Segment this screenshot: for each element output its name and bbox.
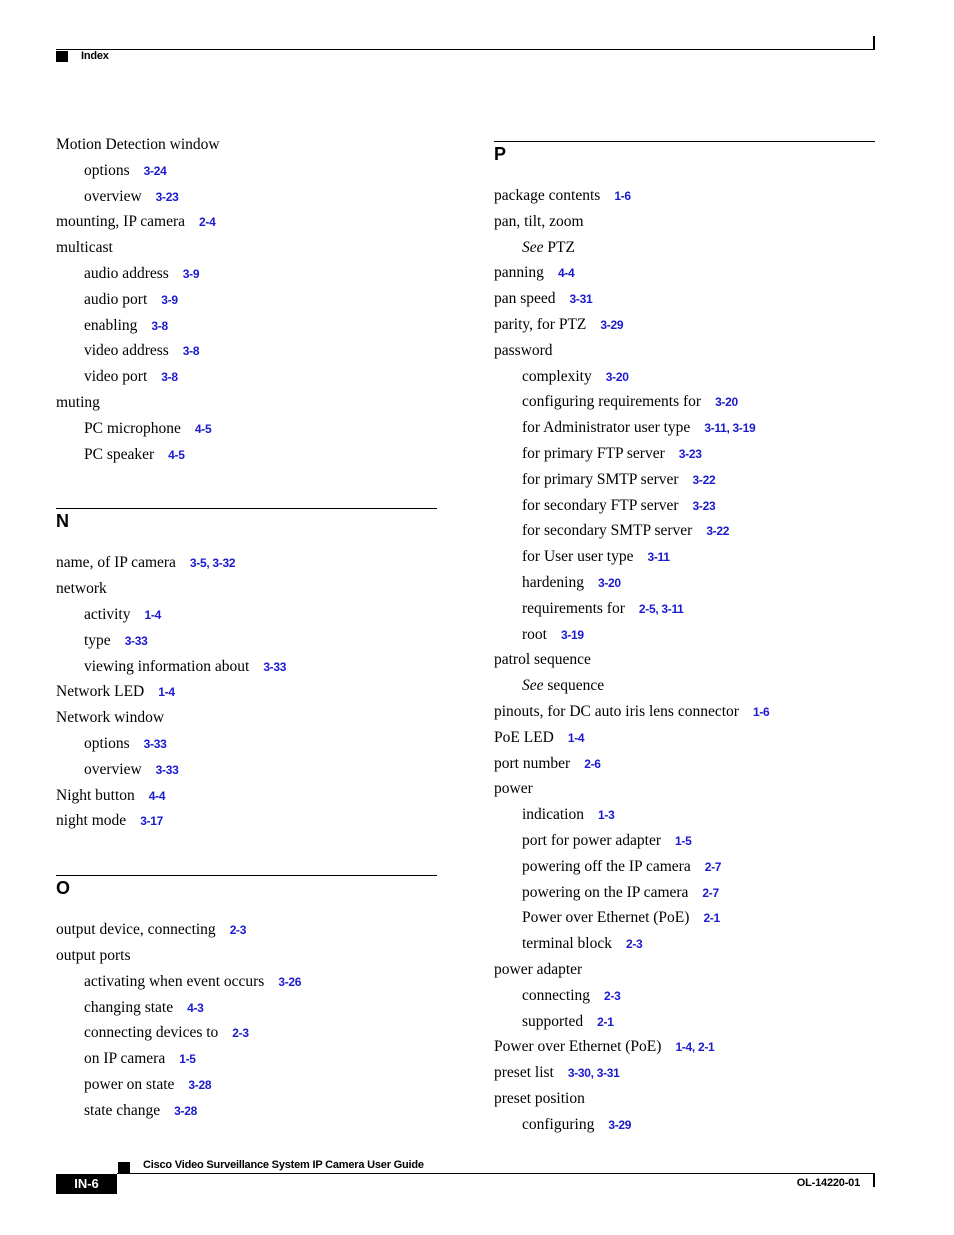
section-rule xyxy=(56,508,437,509)
page-reference-link[interactable]: 3-26 xyxy=(278,974,302,989)
index-entry xyxy=(494,186,631,206)
index-term: configuring requirements for xyxy=(522,393,702,411)
index-subentry xyxy=(84,316,168,336)
index-term: activating when event occurs xyxy=(84,972,265,990)
index-subentry xyxy=(522,1115,631,1135)
index-subentry xyxy=(84,605,161,625)
index-term: muting xyxy=(56,394,100,411)
index-entry xyxy=(56,212,215,232)
index-term: audio port xyxy=(84,290,148,308)
index-term: name, of IP camera xyxy=(56,554,176,572)
index-term: port number xyxy=(494,754,571,772)
index-subentry xyxy=(84,1101,197,1121)
page-reference-link[interactable]: 3-5, 3-32 xyxy=(189,556,236,571)
index-subentry xyxy=(84,1075,211,1095)
index-entry xyxy=(494,779,533,799)
page-reference-link[interactable]: 1-3 xyxy=(598,808,615,823)
page-reference-link[interactable]: 1-6 xyxy=(614,189,631,203)
index-term: output device, connecting xyxy=(56,921,216,939)
index-subentry xyxy=(522,908,720,928)
footer-marker xyxy=(118,1162,130,1173)
index-term: sequence xyxy=(547,677,605,695)
index-entry xyxy=(494,650,591,670)
page-reference-link[interactable]: 2-4 xyxy=(199,215,216,230)
index-term: hardening xyxy=(522,574,584,591)
index-entry xyxy=(494,263,574,283)
index-subentry xyxy=(522,1012,614,1032)
index-subentry xyxy=(522,573,621,593)
footer-doc-number: OL-14220-01 xyxy=(796,1177,860,1189)
page-reference-link[interactable]: 2-3 xyxy=(229,923,247,938)
index-term: PC microphone xyxy=(84,419,181,437)
page-reference-link[interactable]: 3-28 xyxy=(174,1103,197,1118)
index-term: enabling xyxy=(84,316,138,334)
index-term: for secondary FTP server xyxy=(522,496,679,514)
index-subentry xyxy=(84,631,148,651)
header-label: Index xyxy=(81,50,109,62)
index-subentry xyxy=(522,367,629,387)
index-subentry xyxy=(84,264,199,284)
index-term: power xyxy=(494,780,533,798)
index-entry xyxy=(494,315,623,335)
index-term: configuring xyxy=(522,1115,595,1133)
page-reference-link[interactable]: 2-7 xyxy=(704,859,722,874)
page-reference-link[interactable]: 1-4 xyxy=(567,730,585,745)
index-subentry xyxy=(84,998,204,1018)
header-marker xyxy=(56,51,68,62)
index-term: Power over Ethernet (PoE) xyxy=(522,909,690,927)
index-term: package contents xyxy=(494,187,601,204)
index-term: multicast xyxy=(56,239,113,257)
index-term: on IP camera xyxy=(84,1050,166,1068)
index-subentry xyxy=(522,392,738,412)
index-term: pan speed xyxy=(494,290,556,308)
index-entry xyxy=(494,1063,620,1083)
index-term: preset list xyxy=(494,1064,554,1082)
index-term: Motion Detection window xyxy=(56,136,220,153)
index-term: for User user type xyxy=(522,548,634,566)
index-term: Network window xyxy=(56,709,165,727)
header-corner-tick xyxy=(873,36,875,50)
index-entry xyxy=(494,341,553,361)
index-subentry xyxy=(522,831,691,851)
index-term: PTZ xyxy=(547,238,575,256)
page-reference-link[interactable]: 1-6 xyxy=(752,705,770,719)
page-reference-link[interactable]: 3-24 xyxy=(143,163,167,178)
index-term: mounting, IP camera xyxy=(56,213,185,231)
index-term: night mode xyxy=(56,812,127,830)
section-rule xyxy=(56,875,437,876)
see-reference-label: See xyxy=(522,238,544,256)
index-term: Night button xyxy=(56,786,135,804)
page-reference-link[interactable]: 3-28 xyxy=(188,1078,212,1092)
index-term: changing state xyxy=(84,998,174,1016)
index-subentry xyxy=(522,521,729,541)
page-reference-link[interactable]: 3-19 xyxy=(560,627,584,642)
index-term: audio address xyxy=(84,265,169,282)
section-letter: N xyxy=(56,511,69,532)
index-subentry xyxy=(84,1023,249,1043)
index-subentry xyxy=(84,161,166,181)
page-reference-link[interactable]: 3-33 xyxy=(263,659,287,674)
index-subentry xyxy=(522,883,719,903)
index-term: root xyxy=(522,625,547,643)
index-term: network xyxy=(56,580,107,598)
page-reference-link[interactable]: 3-8 xyxy=(151,318,168,333)
index-subentry xyxy=(84,290,178,310)
header-rule xyxy=(56,49,874,50)
index-term: for secondary SMTP server xyxy=(522,522,693,540)
page-reference-link[interactable]: 1-4 xyxy=(144,608,161,622)
index-term: port for power adapter xyxy=(522,832,662,849)
page-reference-link[interactable]: 3-30, 3-31 xyxy=(567,1066,620,1081)
index-term: options xyxy=(84,161,130,179)
page-reference-link[interactable]: 2-7 xyxy=(702,885,719,900)
index-entry xyxy=(56,238,113,258)
page-reference-link[interactable]: 3-20 xyxy=(605,369,629,384)
page-reference-link[interactable]: 2-3 xyxy=(625,937,643,952)
page-reference-link[interactable]: 4-4 xyxy=(557,266,575,281)
index-subentry xyxy=(84,972,301,992)
index-subentry xyxy=(84,760,179,780)
page-reference-link[interactable]: 3-29 xyxy=(608,1117,632,1132)
index-entry xyxy=(56,393,100,413)
page-reference-link[interactable]: 1-4 xyxy=(158,685,175,700)
index-term: pan, tilt, zoom xyxy=(494,212,584,230)
index-term: Network LED xyxy=(56,683,145,701)
index-entry xyxy=(494,212,584,232)
index-subentry xyxy=(522,470,715,490)
index-term: connecting xyxy=(522,986,591,1004)
index-entry xyxy=(56,682,175,702)
page-reference-link[interactable]: 2-1 xyxy=(703,911,720,926)
index-entry xyxy=(494,289,592,309)
index-subentry xyxy=(84,657,286,677)
index-entry xyxy=(56,811,163,831)
footer-guide-title: Cisco Video Surveillance System IP Camera User Guide xyxy=(143,1159,424,1171)
index-entry xyxy=(56,708,164,728)
page-reference-link[interactable]: 2-3 xyxy=(604,988,621,1003)
index-entry xyxy=(494,1089,585,1109)
section-rule xyxy=(494,141,875,142)
index-term: overview xyxy=(84,760,142,778)
page-reference-link[interactable]: 2-3 xyxy=(232,1026,249,1041)
index-term: video port xyxy=(84,368,148,386)
index-subentry xyxy=(84,367,178,387)
page-reference-link[interactable]: 2-5, 3-11 xyxy=(638,601,684,616)
index-subentry xyxy=(522,238,575,258)
index-term: password xyxy=(494,341,553,359)
page-reference-link[interactable]: 3-23 xyxy=(692,498,716,513)
page-reference-link[interactable]: 3-23 xyxy=(155,189,179,204)
page-reference-link[interactable]: 3-11 xyxy=(647,550,670,565)
index-entry xyxy=(494,728,584,748)
index-term: preset position xyxy=(494,1090,585,1107)
index-term: parity, for PTZ xyxy=(494,316,587,333)
section-letter: O xyxy=(56,878,71,899)
index-subentry xyxy=(522,418,755,438)
index-subentry xyxy=(84,1049,196,1069)
index-entry xyxy=(56,579,107,599)
index-subentry xyxy=(522,676,604,696)
page-reference-link[interactable]: 3-22 xyxy=(706,524,730,539)
index-subentry xyxy=(522,934,642,954)
page-reference-link[interactable]: 1-5 xyxy=(179,1052,196,1067)
page-reference-link[interactable]: 3-9 xyxy=(161,292,178,307)
index-term: video address xyxy=(84,342,169,360)
index-term: Power over Ethernet (PoE) xyxy=(494,1038,662,1056)
index-term: output ports xyxy=(56,947,131,964)
page-reference-link[interactable]: 3-29 xyxy=(600,318,624,332)
page-reference-link[interactable]: 3-23 xyxy=(678,447,702,461)
index-entry xyxy=(56,786,165,806)
page-reference-link[interactable]: 4-3 xyxy=(187,1000,204,1015)
page-reference-link[interactable]: 4-5 xyxy=(194,421,212,436)
footer-corner-tick xyxy=(873,1174,875,1187)
index-subentry xyxy=(84,419,211,439)
page-reference-link[interactable]: 3-22 xyxy=(692,472,716,487)
index-entry xyxy=(56,946,131,966)
index-term: type xyxy=(84,631,111,649)
page-reference-link[interactable]: 3-9 xyxy=(182,267,200,281)
index-term: pinouts, for DC auto iris lens connector xyxy=(494,703,739,720)
page-reference-link[interactable]: 3-33 xyxy=(143,737,167,751)
index-term: for Administrator user type xyxy=(522,419,691,437)
page-reference-link[interactable]: 3-33 xyxy=(124,633,148,648)
page-reference-link[interactable]: 4-4 xyxy=(148,788,166,803)
page-reference-link[interactable]: 3-20 xyxy=(715,395,738,410)
page-reference-link[interactable]: 3-20 xyxy=(597,576,621,590)
index-entry xyxy=(494,960,582,980)
index-entry xyxy=(494,1037,714,1057)
index-term: panning xyxy=(494,264,544,282)
index-term: complexity xyxy=(522,367,592,385)
index-subentry xyxy=(522,625,584,645)
index-entry xyxy=(494,754,601,774)
index-term: indication xyxy=(522,806,584,824)
index-entry xyxy=(56,135,220,155)
page-reference-link[interactable]: 3-33 xyxy=(155,762,179,777)
index-entry xyxy=(56,920,246,940)
index-subentry xyxy=(84,445,185,465)
page-reference-link[interactable]: 1-4, 2-1 xyxy=(675,1040,715,1055)
index-subentry xyxy=(84,341,199,361)
page-reference-link[interactable]: 3-17 xyxy=(140,814,164,829)
page-reference-link[interactable]: 3-8 xyxy=(182,344,200,359)
index-entry xyxy=(56,553,235,573)
index-term: activity xyxy=(84,606,131,623)
index-term: for primary FTP server xyxy=(522,445,665,462)
page-reference-link[interactable]: 3-8 xyxy=(161,370,178,385)
page-reference-link[interactable]: 2-1 xyxy=(597,1014,614,1029)
index-entry xyxy=(494,702,769,722)
index-term: PC speaker xyxy=(84,445,155,463)
index-term: PoE LED xyxy=(494,728,554,746)
index-term: viewing information about xyxy=(84,657,250,675)
index-subentry xyxy=(522,986,620,1006)
page-reference-link[interactable]: 3-31 xyxy=(569,292,593,307)
index-subentry xyxy=(522,444,702,464)
index-term: powering off the IP camera xyxy=(522,857,691,875)
index-term: terminal block xyxy=(522,935,612,953)
index-subentry xyxy=(522,857,721,877)
index-term: overview xyxy=(84,187,142,205)
index-term: state change xyxy=(84,1101,161,1119)
index-term: power adapter xyxy=(494,961,583,978)
page-reference-link[interactable]: 2-6 xyxy=(584,756,601,771)
page-reference-link[interactable]: 4-5 xyxy=(168,447,185,462)
page-reference-link[interactable]: 1-5 xyxy=(675,834,692,848)
index-term: for primary SMTP server xyxy=(522,470,679,488)
footer-rule xyxy=(117,1173,875,1174)
index-subentry xyxy=(84,187,179,207)
index-subentry xyxy=(84,734,166,754)
section-letter: P xyxy=(494,144,507,164)
index-term: patrol sequence xyxy=(494,651,591,669)
index-term: supported xyxy=(522,1012,584,1030)
see-reference-label: See xyxy=(522,677,544,695)
page-reference-link[interactable]: 3-11, 3-19 xyxy=(704,421,756,436)
index-term: power on state xyxy=(84,1076,175,1093)
footer-page-number: IN-6 xyxy=(56,1174,117,1194)
index-subentry xyxy=(522,599,684,619)
index-subentry xyxy=(522,805,614,825)
index-subentry xyxy=(522,496,715,516)
index-subentry xyxy=(522,547,670,567)
index-term: powering on the IP camera xyxy=(522,883,689,901)
index-term: requirements for xyxy=(522,599,625,617)
index-term: options xyxy=(84,735,130,752)
index-term: connecting devices to xyxy=(84,1024,219,1042)
